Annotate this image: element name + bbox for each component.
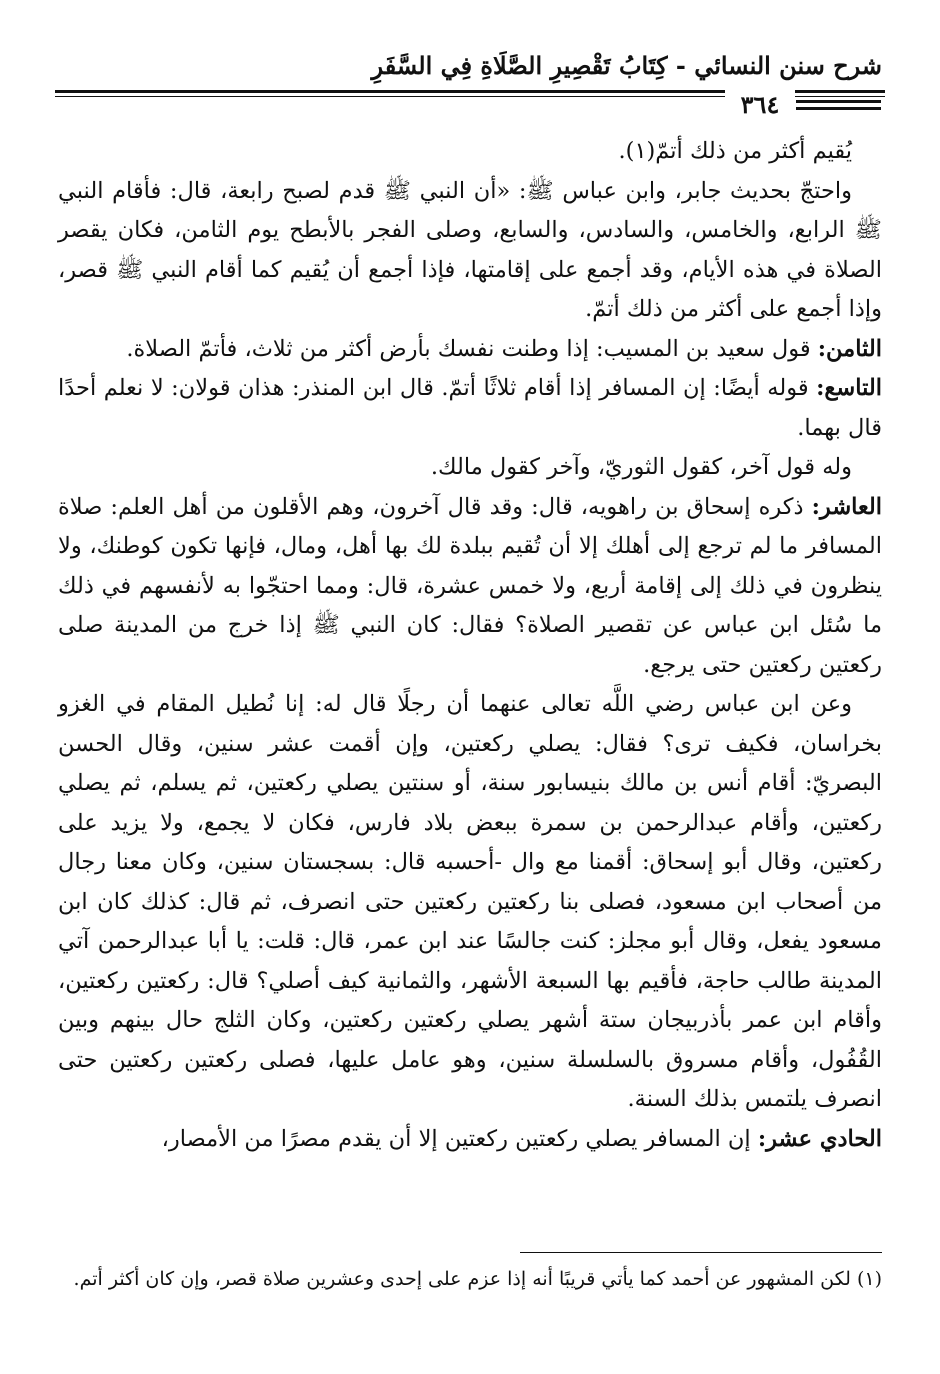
paragraph-heading: العاشر:	[811, 493, 882, 520]
paragraph	[58, 448, 882, 488]
page-number-rule-top	[796, 100, 881, 103]
paragraph-text: وله قول آخر، كقول الثوريّ، وآخر كقول مالك.	[430, 454, 852, 480]
paragraph	[58, 488, 882, 686]
paragraph-text: واحتجّ بحديث جابر، وابن عباس ﷺ: «أن النبي ﷺ قدم لصبح رابعة، قال: فأقام النبي ﷺ الرابع، والخامس، والسادس، والسابع، وصلى الفجر بالأبطح يوم الثامن، فكان يقصر الصلاة في هذه الأيام، وقد أجمع على إقامتها، فإذا أجمع أن يُقيم كما أقام النبي ﷺ قصر، وإذا أجمع على أكثر من ذلك أتمّ.	[58, 177, 882, 322]
paragraph	[58, 330, 882, 370]
paragraph	[58, 685, 882, 1120]
main-text	[58, 132, 882, 1159]
page-number-rule-bottom	[796, 107, 881, 110]
paragraph-heading: الثامن:	[817, 335, 882, 362]
paragraph	[58, 369, 882, 448]
paragraph	[58, 132, 882, 172]
paragraph-text: يُقيم أكثر من ذلك أتمّ(١).	[618, 138, 852, 164]
footnote-separator	[520, 1252, 882, 1253]
page-number: ٣٦٤	[725, 88, 795, 122]
paragraph-heading: التاسع:	[816, 375, 882, 401]
paragraph	[58, 1120, 882, 1160]
paragraph-heading: الحادي عشر:	[757, 1125, 882, 1152]
footnote	[58, 1262, 882, 1296]
paragraph-text: إن المسافر يصلي ركعتين ركعتين إلا أن يقدم مصرًا من الأمصار،	[161, 1125, 751, 1152]
running-header-title: شرح سنن النسائي - كِتَابُ تَقْصِيرِ الصَّلَاةِ فِي السَّفَرِ	[371, 51, 882, 80]
paragraph	[58, 172, 882, 330]
paragraph-text: قوله أيضًا: إن المسافر إذا أقام ثلاثًا أتمّ. قال ابن المنذر: هذان قولان: لا نعلم أحدًا قال بهما.	[58, 375, 882, 441]
paragraph-text: قول سعيد بن المسيب: إذا وطنت نفسك بأرض أكثر من ثلاث، فأتمّ الصلاة.	[126, 335, 811, 362]
footnote-text: (١) لكن المشهور عن أحمد كما يأتي قريبًا أنه إذا عزم على إحدى وعشرين صلاة قصر، وإن كان أكثر أتم.	[73, 1268, 882, 1290]
paragraph-text: وعن ابن عباس رضي اللَّه تعالى عنهما أن رجلًا قال له: إنا نُطيل المقام في الغزو بخراسان، فكيف ترى؟ فقال: يصلي ركعتين، وإن أقمت عشر سنين، وقال الحسن البصريّ: أقام أنس بن مالك بنيسابور سنة، أو سنتين يصلي ركعتين، ثم يسلم، ثم يصلي ركعتين، وأقام عبدالرحمن بن سمرة ببعض بلاد فارس، فكان لا يجمع، ولا يزيد على ركعتين، وقال أبو إسحاق: أقمنا مع وال -أحسبه قال: بسجستان سنين، وكان معنا رجال من أصحاب ابن مسعود، فصلى بنا ركعتين ركعتين حتى انصرف، ثم قال: كذلك كان ابن مسعود يفعل، وقال أبو مجلز: كنت جالسًا عند ابن عمر، قال: قلت: يا أبا عبدالرحمن آتي المدينة طالب حاجة، فأقيم بها السبعة الأشهر، والثمانية كيف أصلي؟ قال: ركعتين ركعتين، وأقام ابن عمر بأذربيجان ستة أشهر يصلي ركعتين ركعتين، وكان الثلج حال بينهم وبين القُفُول، وأقام مسروق بالسلسلة سنين، وهو عامل عليها، فصلى ركعتين ركعتين حتى انصرف يلتمس بذلك السنة.	[58, 691, 882, 1112]
paragraph-text: ذكره إسحاق بن راهويه، قال: وقد قال آخرون، وهم الأقلون من أهل العلم: صلاة المسافر ما لم ترجع إلى أهلك إلا أن تُقيم ببلدة لك بها أهل، ومال، فإنها تكون كوطنك، ولا ينظرون في ذلك إلى إقامة أربع، ولا خمس عشرة، قال: ومما احتجّوا به لأنفسهم في ذلك ما سُئل ابن عباس عن تقصير الصلاة؟ فقال: كان النبي ﷺ إذا خرج من المدينة صلى ركعتين ركعتين حتى يرجع.	[58, 493, 882, 678]
